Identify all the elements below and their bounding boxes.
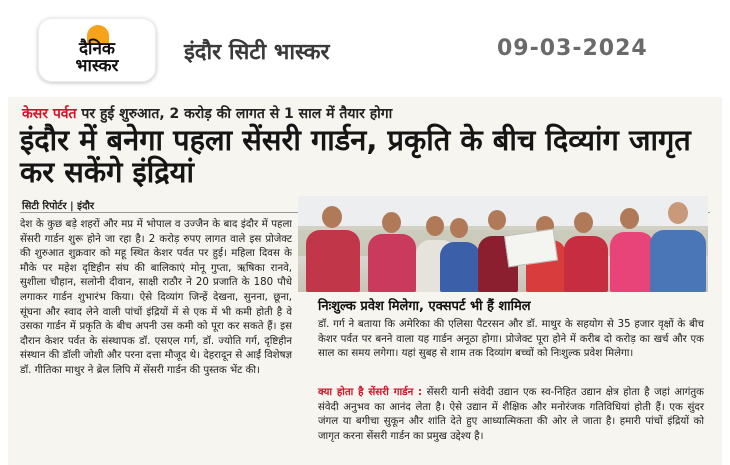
event-photo (298, 196, 708, 292)
photo-person (650, 230, 706, 292)
byline: सिटी रिपोर्टर | इंदौर (22, 201, 95, 212)
photo-person (440, 242, 480, 292)
edition-date: 09-03-2024 (497, 36, 648, 61)
logo-line2: भास्कर (75, 56, 119, 76)
newspaper-logo (38, 18, 156, 82)
article-paragraph: डॉ. गर्ग ने बताया कि अमेरिका की एलिसा पैटरसन और डॉ. माथुर के सहयोग से 35 हजार वृक्षों के बीच केशर पर्वत पर बनने वाला यह गार्डन अनूठा होगा। प्रोजेक्ट पूरा होने में करीब दो करोड़ का खर्च और एक साल का समय लगेगा। यहां सुबह से शाम तक दिव्यांग बच्चों को निःशुल्क प्रवेश मिलेगा। (318, 319, 704, 360)
explainer-text: सेंसरी यानी संवेदी उद्यान एक स्व-निहित उद्यान क्षेत्र होता है जहां आगंतुक संवेदी अनुभव का आनंद लेता है। ऐसे उद्यान में शैक्षिक और मनोरंजक गतिविधियां होती हैं। एक सुंदर जंगल या बगीचा सुकून और शांति देते हुए आध्यात्मिकता की ओर ले जाता है। हमारी पांचों इंद्रियों को जागृत करना सेंसरी गार्डन का प्रमुख उद्देश्य है। (318, 387, 705, 442)
edition-title: इंदौर सिटी भास्कर (184, 40, 330, 65)
page-header (0, 0, 730, 96)
photo-person (610, 232, 654, 292)
explainer-paragraph (318, 386, 704, 444)
kicker (22, 104, 392, 123)
photo-person (368, 234, 416, 292)
kicker-highlight: केसर पर्वत (22, 106, 77, 122)
photo-person (306, 230, 360, 292)
headline: इंदौर में बनेगा पहला सेंसरी गार्डन, प्रकृति के बीच दिव्यांग जागृत कर सकेंगे इंद्रियां (20, 123, 691, 189)
explainer-lead: क्या होता है सेंसरी गार्डन : (318, 387, 423, 398)
logo-line1: दैनिक (79, 39, 115, 59)
photo-person (564, 236, 608, 292)
article-body: देश के कुछ बड़े शहरों और मप्र में भोपाल व उज्जैन के बाद इंदौर में पहला सेंसरी गार्डन शुरू होने जा रहा है। 2 करोड़ रुपए लागत वाले इस प्रोजेक्ट की शुरुआत शुक्रवार को महू स्थित केशर पर्वत पर हुई। महिला दिवस के मौके पर महेश दृष्टिहीन संघ की बालिकाएं मोनू गुप्ता, ऋषिका रानवे, सुशीला चौहान, सलोनी दीवान, साक्षी राठौर ने 20 प्रजाति के 180 पौधे लगाकर गार्डन शुभारंभ किया। ऐसे दिव्यांग जिन्हें देखना, सुनना, छूना, सूंघना और स्वाद लेने वाली पांचों इंद्रियों में से एक में भी कमी होती है वे उसका गार्डन में प्रकृति के बीच अपनी उस कमी को पूरा कर सकते हैं। इस दौरान केशर पर्वत के संस्थापक डॉ. एसएल गर्ग, डॉ. ज्योति गर्ग, दृष्टिहीन संस्थान की डॉली जोशी और परना दत्ता मौजूद थे। देहरादून से आईं विशेषज्ञ डॉ. गीतिका माथुर ने ब्रेल लिपि में सेंसरी गार्डन की पुस्तक भेंट की। (20, 219, 292, 376)
kicker-text: पर हुई शुरुआत, 2 करोड़ की लागत से 1 साल में तैयार होगा (76, 106, 393, 122)
subheading: निःशुल्क प्रवेश मिलेगा, एक्सपर्ट भी हैं शामिल (318, 299, 531, 314)
